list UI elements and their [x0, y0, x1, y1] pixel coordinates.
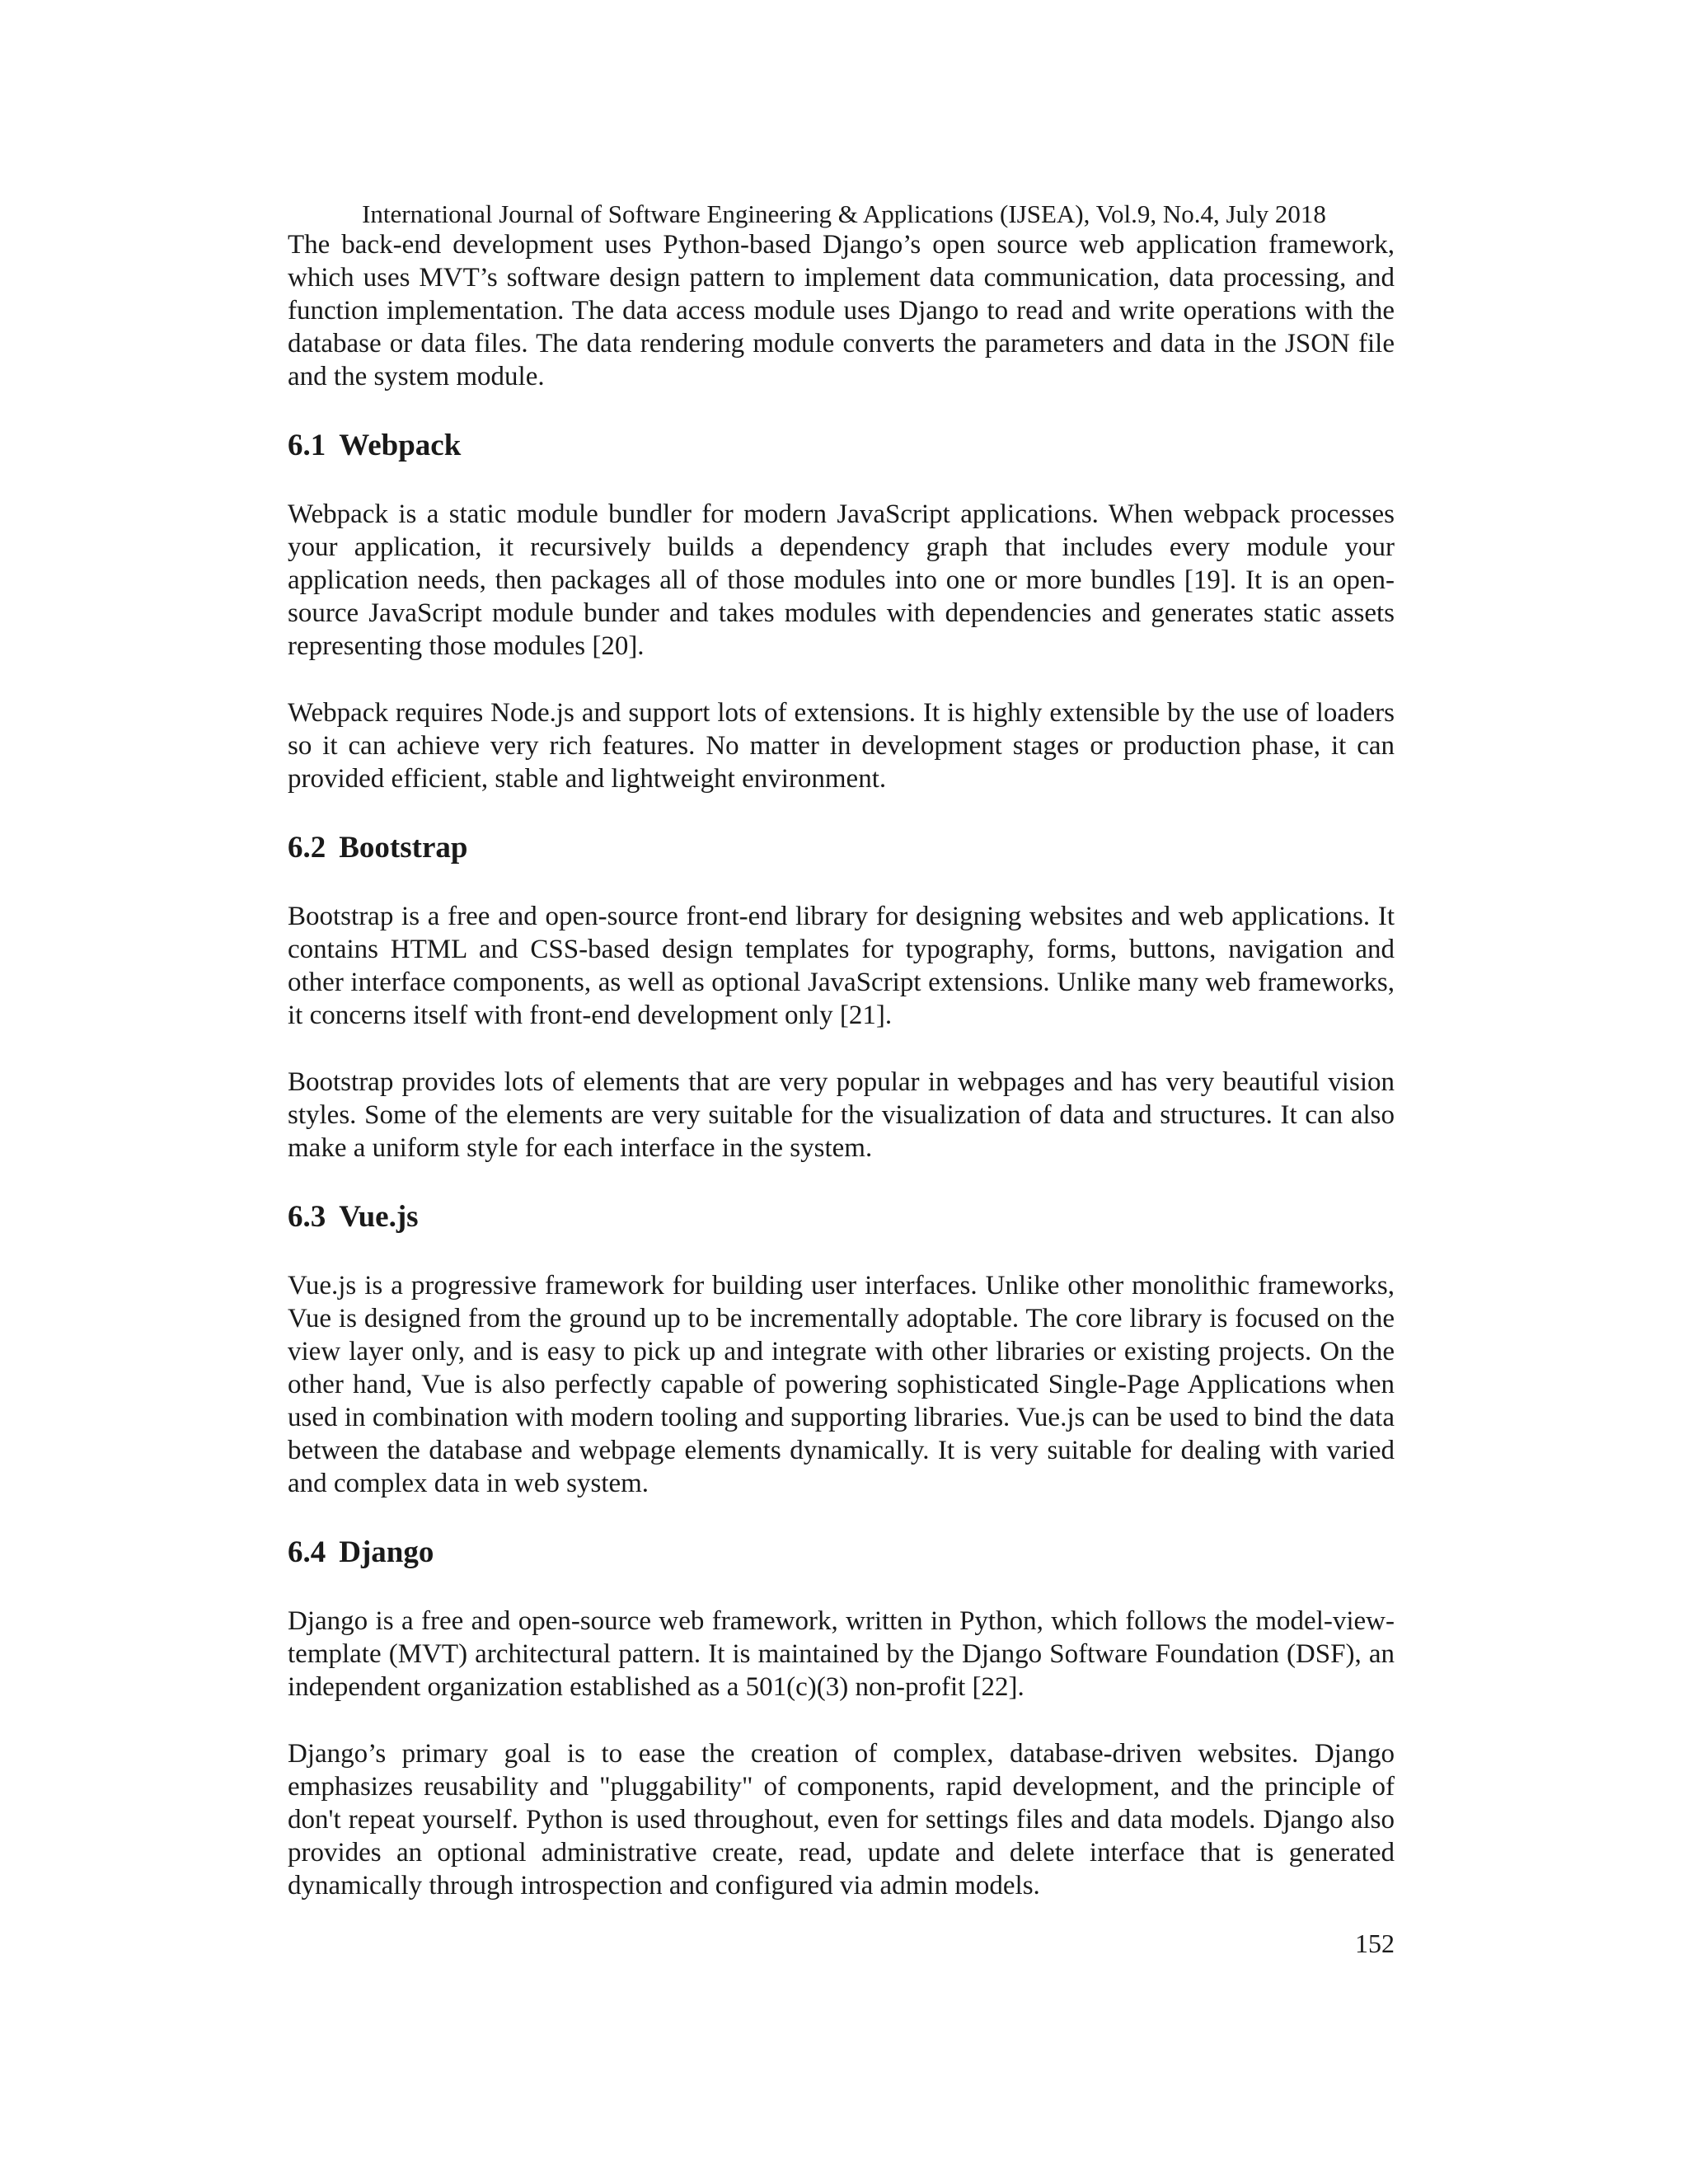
webpack-paragraph-1: Webpack is a static module bundler for modern JavaScript applications. When webpack processes your application, it recursively builds a dependency graph that includes every module your application needs, then packages all of those modules into one or more bundles [19]. It is an open-source JavaScript module bunder and takes modules with dependencies and generates static assets representing those modules [20]. — [288, 499, 1395, 661]
running-header: International Journal of Software Engineering & Applications (IJSEA), Vol.9, No.4, July 2018 — [362, 199, 1326, 228]
django-paragraph-1: Django is a free and open-source web framework, written in Python, which follows the model-view-template (MVT) architectural pattern. It is maintained by the Django Software Foundation (DSF), an independent organization established as a 501(c)(3) non-profit [22]. — [288, 1606, 1395, 1702]
section-heading-vuejs — [288, 1198, 1395, 1236]
section-number: 6.2 — [288, 831, 326, 865]
bootstrap-paragraph-1: Bootstrap is a free and open-source front-end library for designing websites and web applications. It contains HTML and CSS-based design templates for typography, forms, buttons, navigation and other interface components, as well as optional JavaScript extensions. Unlike many web frameworks, it concerns itself with front-end development only [21]. — [288, 902, 1395, 1030]
intro-paragraph: The back-end development uses Python-based Django’s open source web application framework, which uses MVT’s software design pattern to implement data communication, data processing, and function implementation. The data access module uses Django to read and write operations with the database or data files. The data rendering module converts the parameters and data in the JSON file and the system module. — [288, 230, 1395, 391]
section-title: Django — [339, 1535, 434, 1569]
webpack-paragraph-2: Webpack requires Node.js and support lots of extensions. It is highly extensible by the use of loaders so it can achieve very rich features. No matter in development stages or production phase, it can provided efficient, stable and lightweight environment. — [288, 698, 1395, 794]
section-heading-django — [288, 1534, 1395, 1572]
section-number: 6.4 — [288, 1535, 326, 1569]
page-number: 152 — [1355, 1929, 1395, 1958]
section-title: Vue.js — [339, 1200, 419, 1234]
page-body — [288, 228, 1395, 1902]
django-paragraph-2: Django’s primary goal is to ease the creation of complex, database-driven websites. Django emphasizes reusability and "pluggability" of components, rapid development, and the principle of don't repeat yourself. Python is used throughout, even for settings files and data models. Django also provides an optional administrative create, read, update and delete interface that is generated dynamically through introspection and configured via admin models. — [288, 1739, 1395, 1900]
section-heading-bootstrap — [288, 829, 1395, 867]
section-heading-webpack — [288, 427, 1395, 465]
section-title: Bootstrap — [339, 831, 468, 865]
section-number: 6.1 — [288, 429, 326, 462]
vuejs-paragraph-1: Vue.js is a progressive framework for building user interfaces. Unlike other monolithic frameworks, Vue is designed from the ground up to be incrementally adoptable. The core library is focused on the view layer only, and is easy to pick up and integrate with other libraries or existing projects. On the other hand, Vue is also perfectly capable of powering sophisticated Single-Page Applications when used in combination with modern tooling and supporting libraries. Vue.js can be used to bind the data between the database and webpage elements dynamically. It is very suitable for dealing with varied and complex data in web system. — [288, 1271, 1395, 1498]
section-title: Webpack — [339, 429, 462, 462]
section-number: 6.3 — [288, 1200, 326, 1234]
bootstrap-paragraph-2: Bootstrap provides lots of elements that are very popular in webpages and has very beautiful vision styles. Some of the elements are very suitable for the visualization of data and structures. It can also make a uniform style for each interface in the system. — [288, 1067, 1395, 1163]
